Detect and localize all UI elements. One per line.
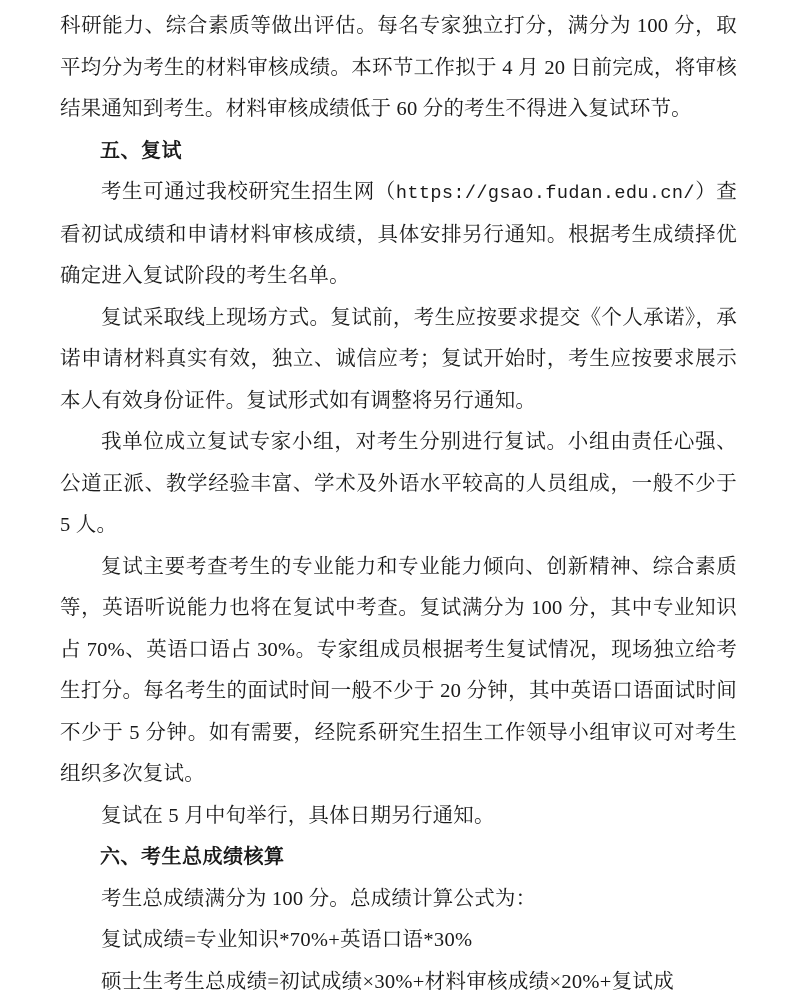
heading-section-five: 五、复试 [60,131,737,173]
formula-master-total-score: 硕士生考生总成绩=初试成绩×30%+材料审核成绩×20%+复试成 [60,962,737,1003]
heading-section-six: 六、考生总成绩核算 [60,837,737,879]
paragraph-retest-date: 复试在 5 月中旬举行，具体日期另行通知。 [60,796,737,838]
admission-website-url: https://gsao.fudan.edu.cn/ [396,183,695,204]
paragraph-evaluation: 科研能力、综合素质等做出评估。每名专家独立打分，满分为 100 分，取平均分为考生的材料审核成绩。本环节工作拟于 4 月 20 日前完成，将审核结果通知到考生。材料审核成绩低于 60 分的考生不得进入复试环节。 [60,6,737,131]
paragraph-retest-format: 复试采取线上现场方式。复试前，考生应按要求提交《个人承诺》，承诺申请材料真实有效，独立、诚信应考；复试开始时，考生应按要求展示本人有效身份证件。复试形式如有调整将另行通知。 [60,298,737,423]
formula-retest-score: 复试成绩=专业知识*70%+英语口语*30% [60,920,737,962]
paragraph-link-prefix: 考生可通过我校研究生招生网（ [101,181,396,203]
document-body [60,6,737,1003]
paragraph-total-score: 考生总成绩满分为 100 分。总成绩计算公式为： [60,879,737,921]
paragraph-link-suffix: ）查看初试成绩和申请材料审核成绩，具体安排另行通知。根据考生成绩择优确定进入复试阶段的考生名单。 [60,181,737,287]
paragraph-expert-group: 我单位成立复试专家小组，对考生分别进行复试。小组由责任心强、公道正派、教学经验丰富、学术及外语水平较高的人员组成，一般不少于 5 人。 [60,422,737,547]
paragraph-admission-website [60,172,737,298]
paragraph-retest-content: 复试主要考查考生的专业能力和专业能力倾向、创新精神、综合素质等，英语听说能力也将在复试中考查。复试满分为 100 分，其中专业知识占 70%、英语口语占 30%。专家组成员根据考生复试情况，现场独立给考生打分。每名考生的面试时间一般不少于 20 分钟，其中英语口语面试时间不少于 5 分钟。如有需要，经院系研究生招生工作领导小组审议可对考生组织多次复试。 [60,547,737,796]
